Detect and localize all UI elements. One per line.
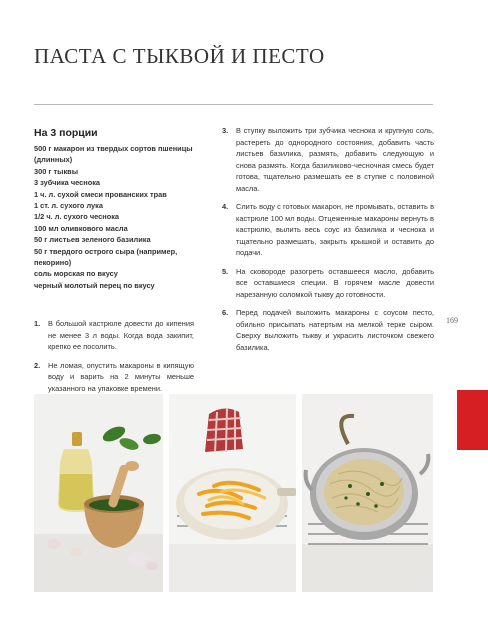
step-item <box>222 307 434 353</box>
ingredient-item: 1 ч. л. сухой смеси прованских трав <box>34 189 167 199</box>
ingredient-item: 100 мл оливкового масла <box>34 223 128 233</box>
ingredient-item: 300 г тыквы <box>34 166 79 176</box>
ingredients-list <box>34 143 224 291</box>
photo-mortar-pesto <box>34 394 163 592</box>
step-number: 2. <box>34 360 41 370</box>
ingredient-item: соль морская по вкусу <box>34 269 118 279</box>
steps-column-right <box>222 125 434 360</box>
photo-pasta-pot <box>302 394 433 592</box>
step-text: Слить воду с готовых макарон, не промывать, оставить в кастрюле 100 мл воды. Отцеженные макароны вернуть в кастрюлю, вылить весь соус из базилика и чеснока и тщательно размешать, закрыть крышкой и оставить до подачи. <box>236 202 434 257</box>
photo-pumpkin-pan <box>169 394 296 592</box>
step-text: В большой кастрюле довести до кипения не менее 3 л воды. Когда вода закипит, крепко ее посолить. <box>48 319 194 351</box>
ingredient-item: 1/2 ч. л. сухого чеснока <box>34 212 120 222</box>
step-item <box>222 201 434 259</box>
step-number: 3. <box>222 126 229 135</box>
step-text: Не ломая, опустить макароны в кипящую воду и варить на 2 минуты меньше указанного на упаковке времени. <box>48 360 194 393</box>
ingredient-item: 50 г твердого острого сыра (например, <box>34 246 178 256</box>
step-text: В ступку выложить три зубчика чеснока и крупную соль, растереть до однородного состояния, добавить часть листьев базилика, размять, добавить следующую и снова размять. Когда базиликово-чесночная смесь будет готова, тщательно размешать ее в ступке с половиной масла. <box>236 126 434 193</box>
ingredient-item: 500 г макарон из твердых сортов пшеницы <box>34 144 193 153</box>
step-item <box>34 360 194 395</box>
ingredient-item: черный молотый перец по вкусу <box>34 280 155 290</box>
step-item <box>34 318 194 353</box>
ingredient-item: 50 г листьев зеленого базилика <box>34 235 151 245</box>
step-text: На сковороде разогреть оставшееся масло, добавить все оставшиеся специи. В горячем масле довести нарезанную соломкой тыкву до готовности. <box>236 266 434 299</box>
step-number: 5. <box>222 266 229 276</box>
steps-column-left <box>34 318 194 401</box>
ingredient-item: пекорино) <box>34 258 72 268</box>
title-divider <box>34 104 433 105</box>
ingredient-item: 3 зубчика чеснока <box>34 178 101 188</box>
step-number: 4. <box>222 202 229 211</box>
ingredient-item: 1 ст. л. сухого лука <box>34 201 103 211</box>
step-item <box>222 266 434 301</box>
step-text: Перед подачей выложить макароны с соусом песто, обильно присыпать натертым на мелкой терке сыром. Сверху выложить тыкву и украсить листочком свежего базилика. <box>236 308 434 352</box>
step-number: 6. <box>222 308 229 317</box>
page-number: 169 <box>446 316 458 325</box>
ingredient-item: (длинных) <box>34 155 73 165</box>
recipe-title: ПАСТА С ТЫКВОЙ И ПЕСТО <box>34 44 325 68</box>
chapter-tab <box>457 390 488 450</box>
step-number: 1. <box>34 319 41 328</box>
step-item <box>222 125 434 194</box>
servings-heading: На 3 порции <box>34 127 98 139</box>
